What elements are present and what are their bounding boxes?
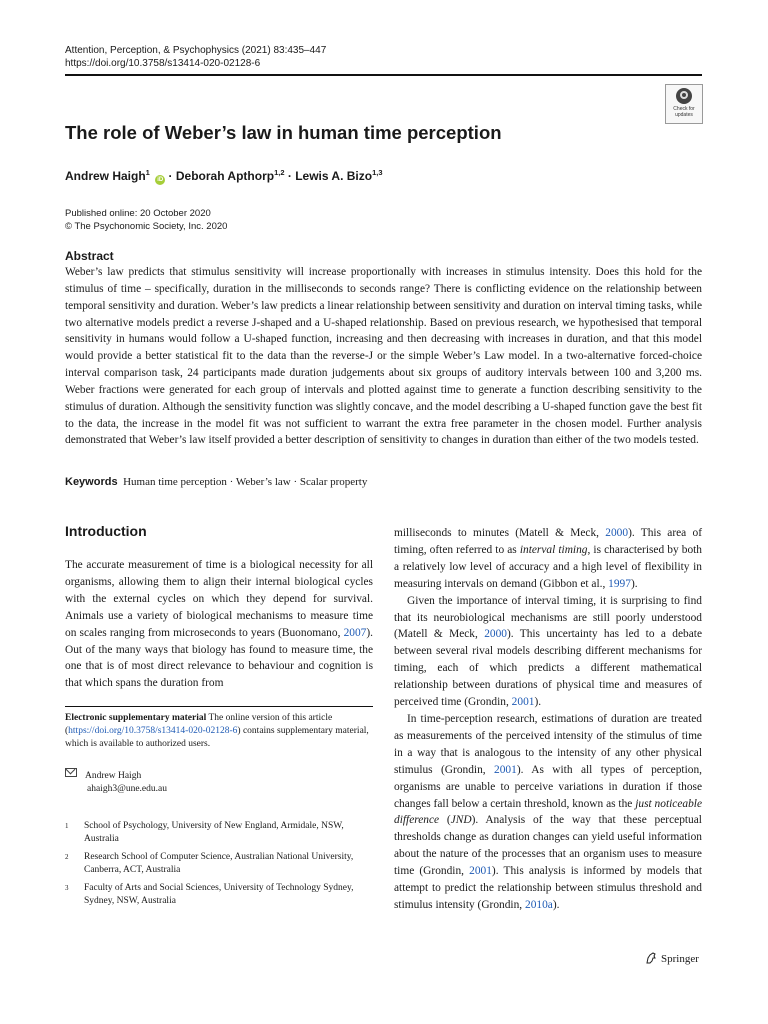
citation-link[interactable]: 2007 bbox=[343, 626, 367, 639]
affiliation bbox=[65, 820, 373, 846]
paragraph: In time-perception research, estimations of duration are treated as measurements of the perceived intensity of the stimulus of time in a way that is analogous to the intensity of any other physical stimulus (Grondin, 2001). As with all types of perception, organisms are unable to perceive variations in duration if those changes fall below a certain threshold, known as the just noticeable difference (JND). Analysis of the way that these perceptual thresholds change as duration changes can yield useful information about the nature of the processes that an organism uses to measure time (Grondin, 2001). This analysis is informed by models that attempt to predict the relationship between stimulus threshold and stimulus intensity (Grondin, 2010a). bbox=[394, 712, 703, 911]
citation-link[interactable]: 2001 bbox=[511, 696, 535, 709]
publisher-name: Springer bbox=[661, 953, 699, 965]
paragraph: Given the importance of interval timing, it is surprising to find that its neurobiological mechanisms are still poorly understood (Matell & Meck, 2000). This uncertainty has led to a debate between several rival models describing different mechanisms for timing, each of which predicts a different mathematical relationship between durations of physical time and measures of perceived time (Grondin, 2001). bbox=[394, 594, 702, 709]
right-column bbox=[394, 525, 702, 914]
copyright-notice: © The Psychonomic Society, Inc. 2020 bbox=[65, 221, 228, 232]
check-updates-label: Check for updates bbox=[673, 106, 695, 118]
abstract-text: Weber’s law predicts that stimulus sensitivity will increase proportionally with increases in stimulus intensity. Does this hold for the stimulus of time – specifically, duration in the milliseconds to seconds range? There is conflicting evidence on the relationship between temporal sensitivity and duration. Weber’s law predicts a linear relationship between sensitivity and duration on interval timing tasks, while two alternative models predict a reverse J-shaped and a U-shaped relationship. Based on previous research, we hypothesised that temporal sensitivity in humans would follow a U-shaped function, increasing and then decreasing with increases in duration, and that this model would provide a better statistical fit to the data than the reverse-J or the simple Weber’s Law model. In a two-alternative forced-choice interval comparison task, 24 participants made duration judgements about six groups of auditory intervals between 100 and 3,200 ms. Weber fractions were generated for each group of intervals and plotted against time to generate a function describing sensitivity to the stimulus of duration. Although the sensitivity function was slightly concave, and the model describing a U-shaped function gave the best fit to the data, the increase in the model fit was not sufficient to warrant the extra free parameter in the chosen model. Further analysis demonstrated that Weber’s law itself provided a better description of sensitivity to changes in duration than either of the two models tested. bbox=[65, 266, 702, 447]
journal-citation: Attention, Perception, & Psychophysics (2021) 83:435–447 bbox=[65, 45, 327, 56]
article-title: The role of Weber’s law in human time perception bbox=[65, 122, 502, 143]
affiliation-number: 2 bbox=[65, 853, 69, 861]
publisher-logo bbox=[645, 952, 699, 965]
keywords-list: Human time perception · Weber’s law · Scalar property bbox=[123, 476, 368, 488]
author-name[interactable]: Deborah Apthorp bbox=[175, 169, 275, 183]
keywords-label: Keywords bbox=[65, 476, 118, 488]
supplementary-note: Electronic supplementary material The online version of this article (https://doi.org/10.3758/s13414-020-02128-6) contains supplementary material, which is available to authorized users. bbox=[65, 713, 369, 749]
keywords bbox=[65, 476, 367, 488]
author-name[interactable]: Lewis A. Bizo bbox=[295, 169, 373, 183]
correspondence bbox=[65, 768, 167, 796]
citation-link[interactable]: 2000 bbox=[484, 628, 507, 641]
correspondence-email[interactable]: ahaigh3@une.edu.au bbox=[87, 784, 167, 794]
esm-label: Electronic supplementary material bbox=[65, 713, 207, 723]
published-date: Published online: 20 October 2020 bbox=[65, 208, 211, 219]
correspondence-name: Andrew Haigh bbox=[85, 771, 142, 781]
citation-link[interactable]: 2001 bbox=[469, 865, 492, 878]
author-separator: · bbox=[165, 169, 176, 183]
paragraph: milliseconds to minutes (Matell & Meck, 2000). This area of timing, often referred to as interval timing, is characterised by both a relatively low level of accuracy and a high level of flexibility in measuring intervals on demand (Gibbon et al., 1997). bbox=[394, 527, 703, 590]
affiliation bbox=[65, 882, 373, 908]
author-name[interactable]: Andrew Haigh bbox=[65, 169, 146, 183]
author-list bbox=[65, 168, 383, 185]
check-updates-icon bbox=[676, 88, 692, 104]
left-column bbox=[65, 557, 373, 692]
affiliation-number: 3 bbox=[65, 884, 69, 892]
springer-horse-icon bbox=[645, 952, 657, 964]
citation-link[interactable]: 2010a bbox=[525, 898, 553, 911]
affiliation-text: Research School of Computer Science, Australian National University, Canberra, ACT, Australia bbox=[84, 852, 354, 875]
abstract-heading: Abstract bbox=[65, 249, 114, 263]
affiliation bbox=[65, 851, 373, 877]
orcid-icon[interactable]: iD bbox=[157, 177, 164, 183]
citation-link[interactable]: 2000 bbox=[605, 527, 629, 539]
author-affiliation-ref: 1 bbox=[145, 168, 150, 177]
check-for-updates-badge[interactable] bbox=[665, 84, 703, 124]
affiliation-text: School of Psychology, University of New England, Armidale, NSW, Australia bbox=[84, 821, 344, 844]
citation-link[interactable]: 2001 bbox=[494, 763, 517, 776]
author-separator: · bbox=[284, 169, 296, 183]
affiliation-number: 1 bbox=[65, 822, 69, 830]
introduction-heading: Introduction bbox=[65, 523, 147, 539]
footnote-rule bbox=[65, 706, 373, 707]
header-rule bbox=[65, 74, 702, 76]
affiliation-text: Faculty of Arts and Social Sciences, University of Technology Sydney, Sydney, NSW, Australia bbox=[84, 883, 354, 906]
citation-link[interactable]: 1997 bbox=[608, 577, 631, 590]
supplementary-link[interactable]: https://doi.org/10.3758/s13414-020-02128-6 bbox=[68, 726, 238, 736]
doi-link[interactable]: https://doi.org/10.3758/s13414-020-02128-6 bbox=[65, 58, 261, 69]
author-affiliation-ref: 1,2 bbox=[274, 168, 285, 177]
envelope-icon bbox=[65, 768, 77, 777]
author-affiliation-ref: 1,3 bbox=[372, 168, 383, 177]
paragraph: The accurate measurement of time is a biological necessity for all organisms, allowing them to align their internal biological cycles with the external cycles on which they depend for survival. Animals use a variety of biological mechanisms to measure time on scales ranging from microseconds to years (Buonomano, 2007). Out of the many ways that biology has found to measure time, the one that is of most direct relevance to behaviour and cognition is that which spans the duration from bbox=[65, 559, 373, 690]
